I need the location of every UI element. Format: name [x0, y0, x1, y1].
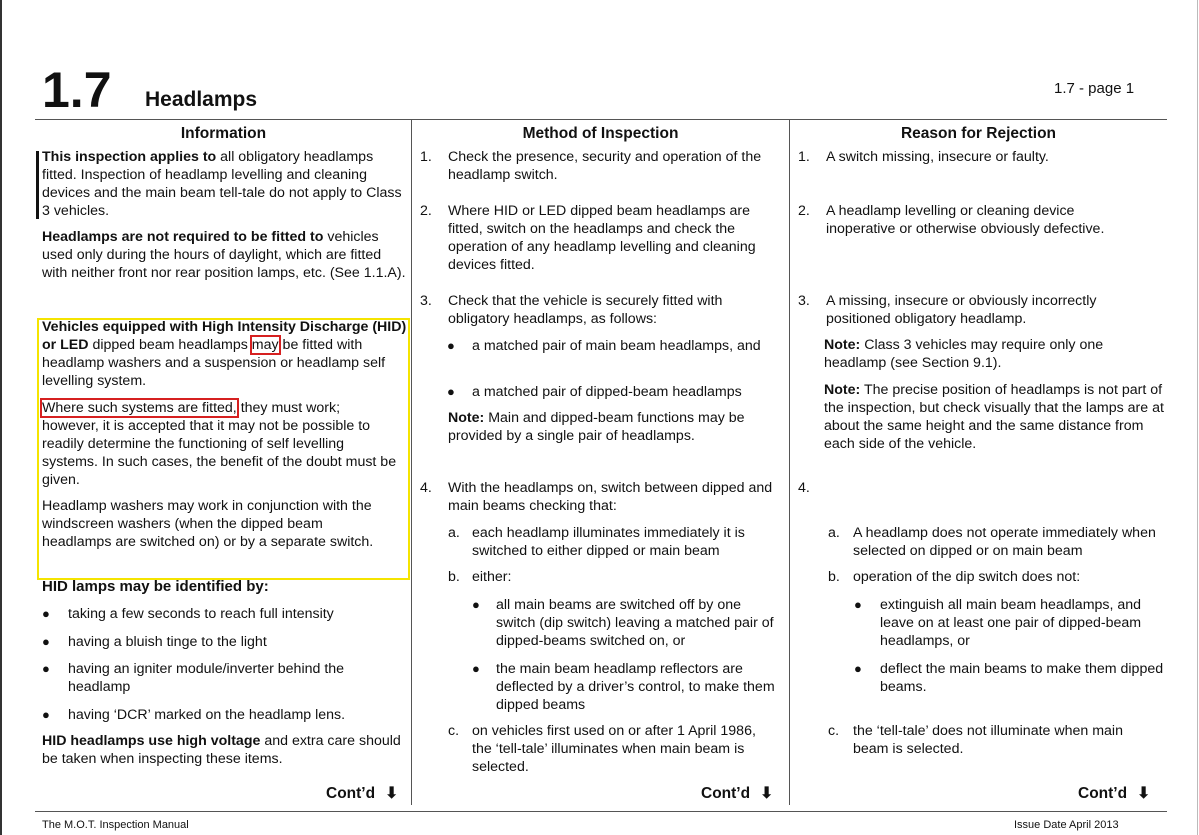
info-not-required-text: vehicles used only during the hours of daylight, which are fitted with neither front nor rear position lamps, etc. (See 1.1.A).: [42, 229, 406, 281]
info-bullet-4: having ‘DCR’ marked on the headlamp lens.: [68, 707, 346, 723]
info-bullet-1: taking a few seconds to reach full intensity: [68, 606, 334, 622]
info-paragraph-washers: Headlamp washers may work in conjunction with the windscreen washers (when the dipped beam headlamps are switched on) or by a separate switch.: [42, 498, 374, 550]
info-paragraph-applies: [42, 148, 407, 220]
column-divider-1: [411, 119, 412, 805]
info-paragraph-systems-fitted: [42, 399, 400, 489]
info-high-voltage-text: and extra care should be taken when inspecting these items.: [42, 733, 401, 767]
reason-note-1: [824, 336, 1149, 372]
column-divider-2: [789, 119, 790, 805]
reason-text-4a: A headlamp does not operate immediately when selected on dipped or on main beam: [853, 525, 1156, 559]
method-bullet-4b-2: the main beam headlamp reflectors are deflected by a driver’s control, to make them dipped beams: [496, 661, 775, 713]
reason-bullet-4b-2: deflect the main beams to make them dipped beams.: [880, 661, 1164, 695]
method-number-3: 3.: [420, 293, 432, 309]
method-letter-a: a.: [448, 525, 460, 541]
method-number-2: 2.: [420, 203, 432, 219]
footer-manual-title: The M.O.T. Inspection Manual: [42, 819, 189, 831]
reason-number-4: 4.: [798, 480, 810, 496]
column-header-information: Information: [180, 125, 267, 142]
method-text-4a: each headlamp illuminates immediately it is switched to either dipped or main beam: [472, 525, 745, 559]
method-number-1: 1.: [420, 149, 432, 165]
bullet-icon: ●: [42, 707, 50, 722]
contd-information: [326, 784, 398, 803]
info-applies-bold: This inspection applies to: [42, 149, 217, 165]
info-applies-text: all obligatory headlamps fitted. Inspection of headlamp levelling and cleaning devices and the main beam tell-tale do not apply to Class 3 vehicles.: [42, 149, 402, 219]
info-high-voltage-bold: HID headlamps use high voltage: [42, 733, 261, 749]
method-bullet-4b-1: all main beams are switched off by one switch (dip switch) leaving a matched pair of dipped-beams switched on, or: [496, 597, 774, 649]
down-arrow-icon: ⬇: [385, 785, 399, 802]
reason-number-2: 2.: [798, 203, 810, 219]
reason-note-1-label: Note:: [824, 337, 861, 353]
info-hid-led-bold: Vehicles equipped with High Intensity Discharge (HID) or LED: [42, 319, 407, 353]
reason-note-2-text: The precise position of headlamps is not part of the inspection, but check visually that the lamps are at about the same height and the same distance from each side of the vehicle.: [824, 382, 1164, 452]
column-header-reason: Reason for Rejection: [900, 125, 1057, 142]
info-not-required-bold: Headlamps are not required to be fitted to: [42, 229, 324, 245]
info-bullet-2: having a bluish tinge to the light: [68, 634, 267, 650]
reason-letter-a: a.: [828, 525, 840, 541]
info-paragraph-high-voltage: [42, 732, 402, 768]
info-hid-led-text-b: be fitted with headlamp washers and a suspension or headlamp self levelling system.: [42, 337, 386, 389]
info-hid-identified-heading: HID lamps may be identified by:: [42, 578, 269, 595]
info-hid-led-text-a: dipped beam headlamps: [88, 337, 252, 353]
reason-letter-c: c.: [828, 723, 840, 739]
reason-text-1: A switch missing, insecure or faulty.: [826, 149, 1049, 165]
bullet-icon: ●: [42, 606, 50, 621]
footer-issue-date: Issue Date April 2013: [1014, 819, 1119, 831]
method-text-1: Check the presence, security and operation of the headlamp switch.: [448, 149, 762, 183]
reason-number-3: 3.: [798, 293, 810, 309]
info-paragraph-not-required: [42, 228, 407, 282]
method-text-3: Check that the vehicle is securely fitted with obligatory headlamps, as follows:: [448, 293, 723, 327]
reason-text-4c: the ‘tell-tale’ does not illuminate when main beam is selected.: [853, 723, 1123, 757]
contd-label: Cont’d: [701, 785, 751, 802]
info-paragraph-hid-led: [42, 318, 408, 390]
method-text-4: With the headlamps on, switch between dipped and main beams checking that:: [448, 480, 773, 514]
page-reference: 1.7 - page 1: [1054, 80, 1135, 97]
reason-text-4b: operation of the dip switch does not:: [853, 569, 1081, 585]
method-bullet-3a: a matched pair of main beam headlamps, and: [472, 338, 761, 354]
reason-note-1-text: Class 3 vehicles may require only one headlamp (see Section 9.1).: [824, 337, 1104, 371]
method-text-4b: either:: [472, 569, 512, 585]
page-right-edge: [1197, 0, 1198, 835]
reason-bullet-4b-1: extinguish all main beam headlamps, and leave on at least one pair of dipped-beam headlamps, or: [880, 597, 1142, 649]
bullet-icon: ●: [854, 597, 862, 612]
method-text-4c: on vehicles first used on or after 1 April 1986, the ‘tell-tale’ illuminates when main beam is selected.: [472, 723, 756, 775]
contd-method: [701, 784, 773, 803]
bullet-icon: ●: [472, 661, 480, 676]
contd-label: Cont’d: [1078, 785, 1128, 802]
method-note: [448, 409, 784, 445]
reason-text-3: A missing, insecure or obviously incorrectly positioned obligatory headlamp.: [826, 293, 1097, 327]
method-note-text: Main and dipped-beam functions may be provided by a single pair of headlamps.: [448, 410, 745, 444]
bullet-icon: ●: [42, 634, 50, 649]
reason-text-2: A headlamp levelling or cleaning device inoperative or otherwise obviously defective.: [826, 203, 1105, 237]
change-bar: [36, 151, 39, 219]
page-left-edge: [0, 0, 2, 835]
footer-rule: [35, 811, 1167, 812]
bullet-icon: ●: [42, 661, 50, 676]
method-text-2: Where HID or LED dipped beam headlamps are fitted, switch on the headlamps and check the operation of any headlamp levelling and cleaning devices fitted.: [448, 203, 756, 273]
info-systems-fitted-text: they must work; however, it is accepted that it may not be possible to readily determine the functioning of self levelling systems. In such cases, the benefit of the doubt must be given.: [42, 400, 397, 488]
column-header-method: Method of Inspection: [522, 125, 679, 142]
method-letter-c: c.: [448, 723, 460, 739]
reason-letter-b: b.: [828, 569, 840, 585]
method-bullet-3b: a matched pair of dipped-beam headlamps: [472, 384, 742, 400]
info-bullet-3: having an igniter module/inverter behind the headlamp: [68, 661, 345, 695]
bullet-icon: ●: [447, 338, 455, 353]
contd-reason: [1078, 784, 1150, 803]
highlight-may: may: [251, 337, 279, 353]
highlight-where-fitted: Where such systems are fitted,: [42, 400, 237, 416]
bullet-icon: ●: [854, 661, 862, 676]
down-arrow-icon: ⬇: [1137, 785, 1151, 802]
method-note-label: Note:: [448, 410, 485, 426]
bullet-icon: ●: [447, 384, 455, 399]
contd-label: Cont’d: [326, 785, 376, 802]
page-title: Headlamps: [145, 88, 258, 111]
bullet-icon: ●: [472, 597, 480, 612]
method-letter-b: b.: [448, 569, 460, 585]
section-number: 1.7: [42, 62, 112, 118]
reason-note-2: [824, 381, 1164, 453]
down-arrow-icon: ⬇: [760, 785, 774, 802]
reason-note-2-label: Note:: [824, 382, 861, 398]
method-number-4: 4.: [420, 480, 432, 496]
reason-number-1: 1.: [798, 149, 810, 165]
header-rule: [35, 119, 1167, 120]
